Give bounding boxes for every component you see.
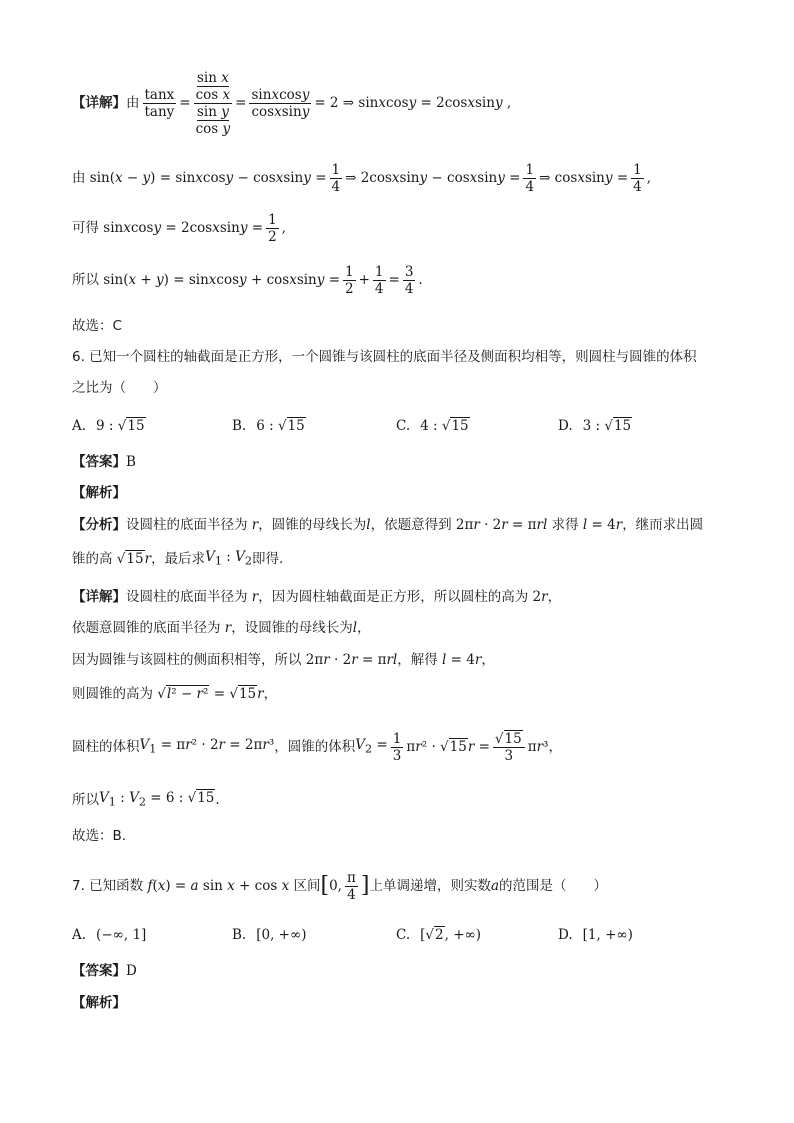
q6-option-d: D. 3 : √15 [558, 418, 632, 434]
q7-jiexi [72, 993, 734, 1013]
frac-pi-quarter: $\frac{\pi}{4}$ [346, 869, 356, 903]
q6-xiangjie-line1: 【详解】 设圆柱的底面半径为 r ，因为圆柱轴截面是正方形，所以圆柱的高为 2r ， [72, 589, 562, 605]
q6-answer [72, 452, 734, 472]
text-kede: 可得 [72, 220, 99, 236]
frac-one-quarter-2: $\frac{1}{4}$ [525, 161, 535, 195]
xj2-a: 依题意圆锥的底面半径为 [72, 620, 221, 636]
q6-answer-value: B [126, 454, 136, 470]
text-you-2: 由 [72, 170, 86, 186]
q6-xiangjie-line5: 圆柱的体积 $V_1 = \pi r^2 \cdot 2r = 2\pi r^3$ ，圆锥的体积 $V_2$ = $\frac{1}{3}$ πr² · √15r = $\frac{√15}{3}$ πr³ ， [72, 730, 562, 764]
label-xiangjie: 【详解】 [72, 95, 126, 111]
xj1-a: 设圆柱的底面半径为 [126, 589, 248, 605]
question-6-line1: 6. 已知一个圆柱的轴截面是正方形，一个圆锥与该圆柱的底面半径及侧面积均相等，则圆柱与圆锥的体积 [72, 349, 697, 365]
q7-pre: 7. 已知函数 [72, 878, 144, 894]
label-daan-2: 【答案】 [72, 963, 126, 979]
label-jiexi-2: 【解析】 [72, 995, 126, 1011]
fx-f: 锥的高 [72, 551, 113, 568]
fx-c: ，依题意得到 [370, 517, 452, 533]
answer-select-c: 故选：C [72, 318, 122, 334]
answer-select-b: 故选：B. [72, 828, 127, 844]
xj3-b: ，解得 [397, 652, 438, 668]
comma-2: ， [357, 620, 371, 636]
period-1: . [215, 792, 220, 809]
q7-option-c: C. [√2, +∞) [396, 927, 482, 943]
q7-option-a: A. (−∞, 1] [72, 927, 147, 943]
xj1-b: ，因为圆柱轴截面是正方形，所以圆柱的高为 [258, 589, 529, 605]
q6-option-a: A. 9 : √15 [72, 418, 145, 434]
solution-line-sin-diff: 由 sin(x − y) = sinxcosy − cosxsiny = $\frac{1}{4}$ ⇒ 2cosxsiny − cosxsiny = $\frac{1}{4}$ ⇒ cosxsiny = $\frac{1}{4}$ , [72, 161, 652, 195]
label-fenxi: 【分析】 [72, 517, 126, 533]
fx-a: 设圆柱的底面半径为 [126, 517, 248, 533]
solution-line-tan: 【详解】 由 $\frac{\tan x}{\tan y}$ = sin x cos x sin y cos y = $\frac{\text{sinxcosy}}{\text{cosxsiny}}$ = 2 ⇒ sinxcosy = 2cosxsiny , [72, 69, 512, 137]
frac-three-quarters: $\frac{3}{4}$ [404, 263, 414, 297]
fx-d: 求得 [551, 517, 579, 533]
fx-h: 即得. [252, 551, 284, 568]
q7-post: 上单调递增，则实数 [369, 878, 491, 894]
fx-b: ，圆锥的母线长为 [258, 517, 367, 533]
q7-post2: 的范围是（ ） [499, 878, 608, 894]
text-suoyi-2: 所以 [72, 792, 99, 809]
q7-answer-value: D [126, 963, 137, 979]
q6-fenxi-line2: 锥的高 √15r ，最后求 $V_1$ : $V_2$ 即得. [72, 549, 284, 568]
text-suoyi: 所以 [72, 272, 99, 288]
q7-answer [72, 961, 734, 981]
fx-g: ，最后求 [151, 551, 206, 568]
label-xiangjie-2: 【详解】 [72, 589, 126, 605]
comma-5: ， [548, 739, 562, 755]
q6-xiangjie-line4: 则圆锥的高为 √l² − r² = √15r ， [72, 686, 278, 702]
frac-sin-cos: $\frac{\text{sinxcosy}}{\text{cosxsiny}}$ [251, 86, 310, 120]
solution-line-sin-sum: 所以 sin(x + y) = sinxcosy + cosxsiny = $\frac{1}{2}$ + $\frac{1}{4}$ = $\frac{3}{4}$ . [72, 263, 423, 297]
text-you: 由 [126, 95, 140, 111]
frac-one-half: $\frac{1}{2}$ [268, 211, 277, 245]
question-7: 7. 已知函数 f(x) = a sin x + cos x 区间 [ 0, $\frac{\pi}{4}$ ] 上单调递增，则实数 a 的范围是（ ） [72, 869, 608, 903]
q6-fenxi-line1: 【分析】 设圆柱的底面半径为 r ，圆锥的母线长为 l ，依题意得到 2πr · 2r = πrl 求得 l = 4r ，继而求出圆 [72, 517, 704, 533]
solution-line-kede: 可得 sinxcosy = 2cosxsiny = $\frac{1}{2}$ , [72, 211, 286, 245]
frac-tanx-tany: $\frac{\tan x}{\tan y}$ [144, 86, 175, 120]
q6-option-c: C. 4 : √15 [396, 418, 469, 434]
label-jiexi: 【解析】 [72, 485, 126, 501]
comma-4: ， [263, 686, 278, 702]
q6-option-b: B. 6 : √15 [232, 418, 305, 434]
frac-half: $\frac{1}{2}$ [345, 263, 354, 297]
frac-sqrt15-third: $\frac{√15}{3}$ [493, 731, 525, 764]
q6-jiexi [72, 483, 734, 503]
fx-e: ，继而求出圆 [622, 517, 704, 533]
xj5-b: ，圆锥的体积 [274, 739, 356, 755]
xj5-a: 圆柱的体积 [72, 739, 140, 755]
xj2-b: ，设圆锥的母线长为 [231, 620, 353, 636]
xj4-a: 则圆锥的高为 [72, 686, 153, 702]
frac-one-third: $\frac{1}{3}$ [392, 730, 402, 764]
comma-1: ， [547, 589, 562, 605]
frac-one-quarter: $\frac{1}{4}$ [331, 161, 341, 195]
q7-option-d: D. [1, +∞) [558, 927, 633, 943]
q6-xiangjie-line6: 所以 $V_1$ : $V_2 = 6$ : √15 . [72, 790, 220, 809]
frac-quarter: $\frac{1}{4}$ [374, 263, 384, 297]
q7-option-b: B. [0, +∞) [232, 927, 307, 943]
frac-one-quarter-3: $\frac{1}{4}$ [633, 161, 642, 195]
xj3-a: 因为圆锥与该圆柱的侧面积相等，所以 [72, 652, 302, 668]
q6-xiangjie-line2: 依题意圆锥的底面半径为 r ，设圆锥的母线长为 l ， [72, 620, 371, 636]
comma-3: ， [481, 652, 495, 668]
frac-compound: sin x cos x sin y cos y [195, 69, 231, 137]
q7-mid: 区间 [293, 878, 321, 894]
label-daan: 【答案】 [72, 454, 126, 470]
q6-xiangjie-line3: 因为圆锥与该圆柱的侧面积相等，所以 2πr · 2r = πrl ，解得 l = 4r ， [72, 652, 495, 668]
question-6-line2: 之比为（ ） [72, 380, 167, 396]
